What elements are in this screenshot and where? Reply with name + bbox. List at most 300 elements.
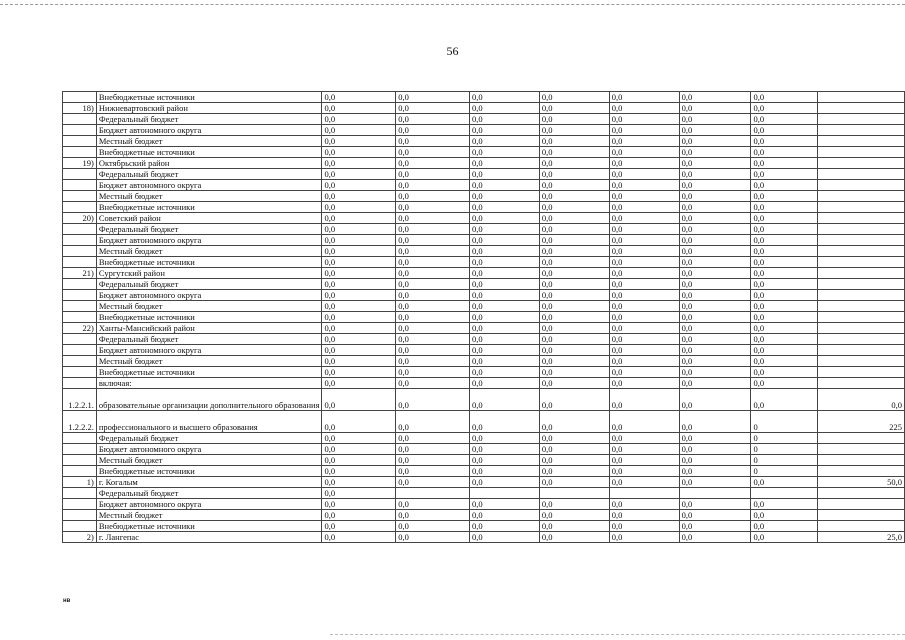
total-cell	[817, 147, 904, 158]
row-code	[63, 147, 97, 158]
value-cell: 0,0	[469, 411, 539, 433]
value-cell: 0,0	[322, 389, 396, 411]
row-code: 20)	[63, 213, 97, 224]
value-cell: 0,0	[322, 477, 396, 488]
value-cell: 0,0	[469, 246, 539, 257]
value-cell: 0,0	[539, 378, 609, 389]
value-cell: 0,0	[322, 367, 396, 378]
value-cell: 0,0	[396, 136, 470, 147]
value-cell: 0,0	[469, 334, 539, 345]
value-cell: 0,0	[679, 301, 751, 312]
value-cell: 0,0	[609, 455, 679, 466]
table-row	[63, 488, 905, 499]
value-cell: 0,0	[609, 180, 679, 191]
value-cell: 0,0	[469, 257, 539, 268]
total-cell	[817, 136, 904, 147]
value-cell: 0,0	[469, 169, 539, 180]
value-cell: 0,0	[469, 312, 539, 323]
value-cell: 0,0	[751, 345, 817, 356]
total-cell	[817, 367, 904, 378]
value-cell: 0,0	[469, 158, 539, 169]
value-cell: 0,0	[539, 246, 609, 257]
row-name: Федеральный бюджет	[96, 169, 322, 180]
row-code	[63, 180, 97, 191]
value-cell: 0,0	[396, 444, 470, 455]
value-cell: 0,0	[539, 444, 609, 455]
page-number: 56	[446, 44, 459, 58]
row-name: Федеральный бюджет	[96, 488, 322, 499]
row-code	[63, 191, 97, 202]
row-name: Внебюджетные источники	[96, 147, 322, 158]
row-name: Местный бюджет	[96, 356, 322, 367]
value-cell: 0,0	[751, 378, 817, 389]
value-cell: 0,0	[469, 444, 539, 455]
value-cell: 0,0	[539, 257, 609, 268]
row-code	[63, 510, 97, 521]
value-cell: 0,0	[679, 499, 751, 510]
value-cell: 0,0	[679, 433, 751, 444]
value-cell: 0,0	[396, 158, 470, 169]
value-cell: 0,0	[609, 246, 679, 257]
value-cell: 0,0	[469, 180, 539, 191]
value-cell: 0,0	[322, 224, 396, 235]
value-cell: 0,0	[469, 510, 539, 521]
row-code: 2)	[63, 532, 97, 543]
table-row	[63, 367, 905, 378]
value-cell: 0,0	[751, 158, 817, 169]
value-cell: 0,0	[679, 92, 751, 103]
value-cell: 0,0	[679, 455, 751, 466]
value-cell: 0,0	[679, 444, 751, 455]
total-cell	[817, 92, 904, 103]
table-row	[63, 477, 905, 488]
table-row	[63, 257, 905, 268]
value-cell: 0,0	[539, 92, 609, 103]
row-code: 22)	[63, 323, 97, 334]
value-cell: 0,0	[322, 92, 396, 103]
value-cell: 0,0	[679, 477, 751, 488]
value-cell: 0,0	[539, 455, 609, 466]
value-cell: 0,0	[469, 521, 539, 532]
total-cell	[817, 499, 904, 510]
total-cell	[817, 312, 904, 323]
value-cell: 0,0	[322, 114, 396, 125]
value-cell: 0,0	[396, 114, 470, 125]
value-cell: 0,0	[469, 147, 539, 158]
row-code	[63, 246, 97, 257]
value-cell: 0,0	[396, 466, 470, 477]
value-cell: 0,0	[469, 213, 539, 224]
total-cell	[817, 235, 904, 246]
table-row	[63, 510, 905, 521]
total-cell	[817, 180, 904, 191]
value-cell: 0,0	[609, 532, 679, 543]
value-cell: 0,0	[679, 125, 751, 136]
value-cell: 0,0	[469, 191, 539, 202]
total-cell	[817, 334, 904, 345]
row-name: Бюджет автономного округа	[96, 125, 322, 136]
value-cell: 0,0	[751, 114, 817, 125]
value-cell: 0,0	[679, 224, 751, 235]
value-cell: 0,0	[322, 499, 396, 510]
row-name: Бюджет автономного округа	[96, 290, 322, 301]
value-cell: 0,0	[396, 246, 470, 257]
value-cell: 0,0	[539, 180, 609, 191]
row-code	[63, 455, 97, 466]
value-cell: 0,0	[322, 455, 396, 466]
value-cell: 0,0	[539, 334, 609, 345]
table-row	[63, 114, 905, 125]
value-cell: 0,0	[751, 510, 817, 521]
value-cell: 0,0	[679, 532, 751, 543]
row-code	[63, 136, 97, 147]
row-name: г. Когалым	[96, 477, 322, 488]
value-cell: 0,0	[609, 213, 679, 224]
row-code	[63, 224, 97, 235]
value-cell: 0,0	[679, 169, 751, 180]
value-cell: 0,0	[396, 312, 470, 323]
value-cell: 0,0	[322, 268, 396, 279]
value-cell: 0,0	[539, 510, 609, 521]
value-cell: 0,0	[322, 147, 396, 158]
row-name: Октябрьский район	[96, 158, 322, 169]
row-code: 1)	[63, 477, 97, 488]
row-name: Внебюджетные источники	[96, 202, 322, 213]
table-row	[63, 202, 905, 213]
row-name: Бюджет автономного округа	[96, 235, 322, 246]
row-code	[63, 279, 97, 290]
value-cell: 0,0	[539, 433, 609, 444]
value-cell: 0,0	[322, 290, 396, 301]
value-cell: 0,0	[679, 345, 751, 356]
value-cell: 0,0	[539, 158, 609, 169]
value-cell: 0,0	[539, 521, 609, 532]
table-row	[63, 411, 905, 433]
value-cell: 0,0	[751, 92, 817, 103]
row-name: Внебюджетные источники	[96, 92, 322, 103]
value-cell: 0,0	[469, 279, 539, 290]
value-cell: 0,0	[322, 103, 396, 114]
value-cell: 0,0	[539, 279, 609, 290]
value-cell: 0,0	[609, 147, 679, 158]
row-code: 1.2.2.1.	[63, 389, 97, 411]
table-body	[63, 92, 905, 543]
value-cell: 0,0	[396, 103, 470, 114]
table-row	[63, 389, 905, 411]
value-cell: 0,0	[469, 103, 539, 114]
total-cell	[817, 114, 904, 125]
value-cell: 0,0	[679, 323, 751, 334]
value-cell: 0,0	[679, 246, 751, 257]
value-cell: 0,0	[396, 224, 470, 235]
value-cell: 0,0	[396, 455, 470, 466]
value-cell: 0,0	[322, 433, 396, 444]
row-code	[63, 499, 97, 510]
total-cell: 25,0	[817, 532, 904, 543]
value-cell: 0,0	[539, 411, 609, 433]
table-row	[63, 279, 905, 290]
value-cell: 0,0	[609, 235, 679, 246]
table-row	[63, 191, 905, 202]
value-cell	[539, 488, 609, 499]
value-cell: 0,0	[322, 378, 396, 389]
value-cell: 0,0	[322, 444, 396, 455]
row-name: Местный бюджет	[96, 510, 322, 521]
row-name: Внебюджетные источники	[96, 312, 322, 323]
value-cell: 0,0	[609, 312, 679, 323]
row-name: Бюджет автономного округа	[96, 345, 322, 356]
table-row	[63, 356, 905, 367]
table-row	[63, 103, 905, 114]
value-cell: 0,0	[751, 147, 817, 158]
table-row	[63, 147, 905, 158]
value-cell: 0,0	[679, 257, 751, 268]
value-cell: 0,0	[539, 389, 609, 411]
row-code: 18)	[63, 103, 97, 114]
value-cell: 0,0	[609, 279, 679, 290]
value-cell: 0,0	[609, 378, 679, 389]
value-cell: 0,0	[609, 466, 679, 477]
value-cell: 0,0	[322, 466, 396, 477]
value-cell: 0,0	[539, 356, 609, 367]
value-cell: 0,0	[396, 334, 470, 345]
scan-edge-bottom	[330, 634, 905, 635]
row-code	[63, 444, 97, 455]
table-row	[63, 312, 905, 323]
value-cell: 0,0	[396, 125, 470, 136]
value-cell: 0,0	[539, 367, 609, 378]
value-cell: 0,0	[751, 235, 817, 246]
value-cell: 0,0	[322, 136, 396, 147]
row-name: Местный бюджет	[96, 301, 322, 312]
table-row	[63, 521, 905, 532]
value-cell: 0,0	[679, 521, 751, 532]
value-cell: 0,0	[322, 279, 396, 290]
row-name: Нижневартовский район	[96, 103, 322, 114]
value-cell: 0,0	[679, 356, 751, 367]
value-cell: 0,0	[609, 301, 679, 312]
total-cell	[817, 301, 904, 312]
row-name: Бюджет автономного округа	[96, 180, 322, 191]
row-name: профессионального и высшего образования	[96, 411, 322, 433]
value-cell: 0,0	[679, 191, 751, 202]
value-cell: 0,0	[469, 345, 539, 356]
table-row	[63, 532, 905, 543]
value-cell: 0,0	[396, 191, 470, 202]
value-cell: 0,0	[469, 125, 539, 136]
row-name: Федеральный бюджет	[96, 334, 322, 345]
value-cell: 0,0	[751, 499, 817, 510]
value-cell: 0,0	[679, 202, 751, 213]
value-cell: 0,0	[539, 466, 609, 477]
value-cell: 0,0	[609, 389, 679, 411]
value-cell: 0,0	[469, 268, 539, 279]
value-cell: 0,0	[539, 213, 609, 224]
row-name: г. Лангепас	[96, 532, 322, 543]
total-cell	[817, 191, 904, 202]
value-cell: 0,0	[469, 389, 539, 411]
row-name: Федеральный бюджет	[96, 114, 322, 125]
value-cell: 0,0	[679, 158, 751, 169]
row-code: 1.2.2.2.	[63, 411, 97, 433]
value-cell: 0,0	[539, 169, 609, 180]
row-name: образовательные организации дополнительного образования	[96, 389, 322, 411]
value-cell: 0,0	[396, 389, 470, 411]
value-cell: 0,0	[679, 367, 751, 378]
value-cell: 0,0	[322, 345, 396, 356]
value-cell: 0,0	[396, 169, 470, 180]
value-cell: 0,0	[322, 235, 396, 246]
value-cell: 0,0	[396, 433, 470, 444]
footer-mark: нв	[63, 598, 71, 604]
value-cell: 0,0	[469, 356, 539, 367]
total-cell	[817, 202, 904, 213]
value-cell: 0,0	[751, 477, 817, 488]
value-cell: 0,0	[322, 334, 396, 345]
total-cell	[817, 345, 904, 356]
row-code	[63, 92, 97, 103]
value-cell: 0,0	[679, 312, 751, 323]
value-cell: 0,0	[539, 323, 609, 334]
value-cell: 0,0	[751, 301, 817, 312]
value-cell: 0,0	[679, 180, 751, 191]
row-name: Местный бюджет	[96, 191, 322, 202]
total-cell	[817, 455, 904, 466]
value-cell: 0,0	[396, 378, 470, 389]
total-cell	[817, 378, 904, 389]
value-cell: 0,0	[751, 224, 817, 235]
value-cell: 0,0	[469, 114, 539, 125]
value-cell: 0,0	[679, 136, 751, 147]
value-cell	[679, 488, 751, 499]
value-cell: 0,0	[751, 279, 817, 290]
total-cell	[817, 433, 904, 444]
row-name: Федеральный бюджет	[96, 224, 322, 235]
value-cell: 0,0	[396, 356, 470, 367]
value-cell: 0,0	[469, 235, 539, 246]
row-code	[63, 257, 97, 268]
value-cell: 0,0	[469, 477, 539, 488]
value-cell: 0,0	[751, 191, 817, 202]
value-cell: 0,0	[679, 510, 751, 521]
row-code	[63, 345, 97, 356]
row-name: Бюджет автономного округа	[96, 499, 322, 510]
value-cell: 0,0	[609, 169, 679, 180]
value-cell: 0,0	[539, 136, 609, 147]
value-cell: 0,0	[539, 114, 609, 125]
value-cell: 0,0	[322, 158, 396, 169]
value-cell: 0,0	[751, 323, 817, 334]
value-cell: 0,0	[322, 488, 396, 499]
value-cell: 0,0	[679, 268, 751, 279]
row-name: Местный бюджет	[96, 246, 322, 257]
table-row	[63, 268, 905, 279]
value-cell: 0,0	[539, 301, 609, 312]
total-cell	[817, 246, 904, 257]
value-cell: 0,0	[609, 158, 679, 169]
value-cell: 0,0	[609, 499, 679, 510]
value-cell: 0,0	[469, 367, 539, 378]
row-name: Федеральный бюджет	[96, 433, 322, 444]
total-cell	[817, 444, 904, 455]
row-code	[63, 169, 97, 180]
row-code	[63, 433, 97, 444]
value-cell: 0	[751, 466, 817, 477]
total-cell	[817, 356, 904, 367]
row-name: Бюджет автономного округа	[96, 444, 322, 455]
value-cell: 0,0	[679, 103, 751, 114]
value-cell: 0,0	[751, 213, 817, 224]
row-code	[63, 334, 97, 345]
table-row	[63, 213, 905, 224]
row-code	[63, 378, 97, 389]
value-cell: 0,0	[469, 92, 539, 103]
row-code	[63, 488, 97, 499]
value-cell: 0,0	[751, 136, 817, 147]
value-cell: 0,0	[609, 290, 679, 301]
value-cell: 0,0	[539, 147, 609, 158]
value-cell: 0,0	[396, 301, 470, 312]
total-cell	[817, 521, 904, 532]
row-name: включая:	[96, 378, 322, 389]
row-code	[63, 367, 97, 378]
value-cell: 0,0	[539, 477, 609, 488]
value-cell: 0,0	[751, 180, 817, 191]
value-cell: 0,0	[609, 268, 679, 279]
value-cell: 0,0	[396, 213, 470, 224]
value-cell: 0,0	[396, 92, 470, 103]
table-row	[63, 235, 905, 246]
value-cell: 0,0	[469, 323, 539, 334]
table-row	[63, 301, 905, 312]
value-cell: 0,0	[469, 224, 539, 235]
value-cell	[609, 488, 679, 499]
value-cell	[751, 488, 817, 499]
table-row	[63, 466, 905, 477]
value-cell: 0,0	[751, 521, 817, 532]
table-row	[63, 158, 905, 169]
value-cell: 0,0	[609, 92, 679, 103]
value-cell: 0,0	[539, 235, 609, 246]
value-cell: 0,0	[396, 521, 470, 532]
total-cell	[817, 279, 904, 290]
table-row	[63, 125, 905, 136]
value-cell: 0,0	[322, 532, 396, 543]
value-cell: 0,0	[322, 191, 396, 202]
row-name: Внебюджетные источники	[96, 521, 322, 532]
total-cell: 0,0	[817, 389, 904, 411]
scan-edge-top	[0, 4, 905, 5]
value-cell: 0,0	[396, 367, 470, 378]
value-cell: 0,0	[679, 235, 751, 246]
row-code	[63, 290, 97, 301]
value-cell: 0,0	[679, 389, 751, 411]
row-code	[63, 466, 97, 477]
value-cell: 0,0	[396, 477, 470, 488]
value-cell: 0,0	[679, 213, 751, 224]
value-cell: 0,0	[396, 323, 470, 334]
row-name: Местный бюджет	[96, 136, 322, 147]
value-cell: 0,0	[322, 213, 396, 224]
row-name: Федеральный бюджет	[96, 279, 322, 290]
value-cell: 0,0	[396, 180, 470, 191]
value-cell: 0,0	[679, 147, 751, 158]
value-cell: 0,0	[539, 312, 609, 323]
total-cell: 225	[817, 411, 904, 433]
value-cell: 0,0	[469, 202, 539, 213]
value-cell: 0,0	[609, 136, 679, 147]
value-cell: 0,0	[679, 290, 751, 301]
